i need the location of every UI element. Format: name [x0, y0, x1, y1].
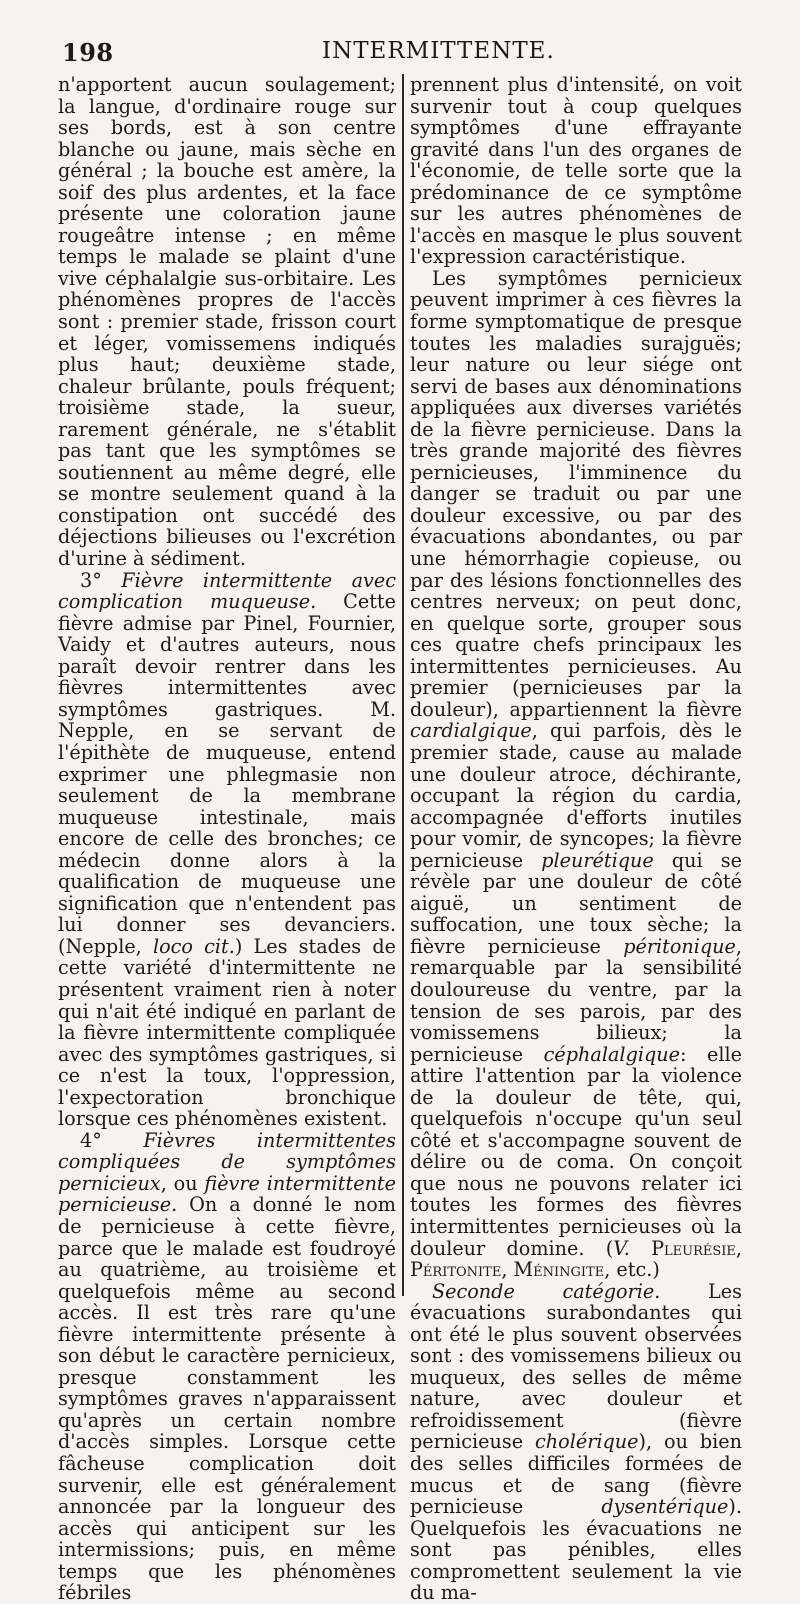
- running-title: INTERMITTENTE.: [322, 38, 555, 64]
- paragraph-text: qui se révèle par une douleur de côté aiguë, un sentiment de suffocation, une toux sèche; la fièvre pernicieuse: [410, 848, 742, 958]
- page-header: [0, 38, 800, 70]
- paragraph-continued: [58, 74, 396, 570]
- title-separator: , ou: [160, 1171, 205, 1195]
- paragraph-text: On a donné le nom de pernicieuse à cette fièvre, parce que le malade est foudroyé au quatrième, au troisième et quelquefois même au second accès. Il est très rare qu'une fièvre intermittente présente à son début le caractère pernicieux, presque constamment les symptômes graves n'apparaissent qu'après un certain nombre d'accès simples. Lorsque cette fâcheuse complication doit survenir, elle est généralement annoncée par la longueur des accès qui anticipent sur les intermissions; puis, en même temps que les phénomènes fébriles: [58, 1193, 396, 1604]
- cross-references: Pleurésie, Péritonite, Méningite: [410, 1236, 742, 1282]
- paragraph-text: : elle attire l'attention par la violence de la douleur de tête, qui, quelquefois n'occupe qu'un seul côté et s'accompagne souvent de délire ou de coma. On conçoit que nous ne pouvons relater ici toutes les formes des fièvres intermittentes pernicieuses où la douleur domine. (: [410, 1042, 742, 1260]
- paragraph-text: Les symptômes pernicieux peuvent imprimer à ces fièvres la forme symptomatique de presque toutes les maladies surajguës; leur nature ou leur siége ont servi de bases aux dénominations appliquées aux diverses variétés de la fièvre pernicieuse. Dans la très grande majorité des fièvres pernicieuses, l'imminence du danger se traduit ou par une douleur excessive, ou par des évacuations abondantes, ou par une hémorrhagie copieuse, ou par des lésions fonctionnelles des centres nerveux; on peut donc, en quelque sorte, grouper sous ces quatre chefs principaux les intermittentes pernicieuses. Au premier (pernicieuses par la douleur), appartiennent la fièvre: [410, 266, 742, 721]
- right-column: [410, 73, 743, 1604]
- paragraph-continued: [410, 74, 742, 268]
- page-number: 198: [62, 38, 114, 67]
- term-cholerique: cholérique: [535, 1430, 639, 1454]
- paragraph-text: ), ou bien des selles difficiles formées de mucus et de sang (fièvre pernicieuse: [410, 1430, 743, 1519]
- paragraph-second-category: [410, 1281, 742, 1604]
- left-column: [58, 73, 397, 1604]
- section-number: 4°: [80, 1128, 144, 1152]
- paragraph-text: Les évacuations surabondantes qui ont été le plus souvent observées sont : des vomissemens bilieux ou muqueux, des selles de même nature, avec douleur et refroidissement (fièvre pernicieuse: [410, 1279, 742, 1454]
- paragraph-pernicious-fever: [58, 1130, 396, 1604]
- section-number: 3°: [80, 568, 122, 592]
- section-title: Fièvres intermittentes compliquées de symptômes pernicieux: [58, 1128, 397, 1195]
- section-title-alt: fièvre intermittente pernicieuse.: [58, 1171, 396, 1217]
- see-reference: V.: [613, 1236, 630, 1260]
- paragraph-text: Cette fièvre admise par Pinel, Fournier, Vaidy et d'autres auteurs, nous paraît devoir rentrer dans les fièvres intermittentes avec symptômes gastriques. M. Nepple, en se servant de l'épithète de muqueuse, entend exprimer une phlegmasie non seulement de la membrane muqueuse intestinale, mais encore de celle des bronches; ce médecin donne alors à la qualification de muqueuse une signification que n'entendent pas lui donner ses devanciers. (Nepple,: [58, 590, 396, 958]
- paragraph-mucous-fever: [58, 570, 396, 1130]
- term-peritonique: péritonique: [623, 934, 736, 958]
- paragraph-text: , etc.): [604, 1258, 660, 1282]
- term-cephalalgique: céphalalgique: [543, 1042, 680, 1066]
- section-title: Seconde catégorie.: [432, 1279, 661, 1303]
- paragraph-text: ). Quelquefois les évacuations ne sont pas pénibles, elles compromettent seulement la vie du ma-: [410, 1495, 742, 1604]
- paragraph-text: , qui parfois, dès le premier stade, cause au malade une douleur atroce, déchirante, occupant la région du cardia, accompagnée d'efforts inutiles pour vomir, de syncopes; la fièvre pernicieuse: [410, 719, 742, 872]
- column-divider: [402, 74, 404, 1296]
- paragraph-text: ) Les stades de cette variété d'intermittente ne présentent vraiment rien à noter qui n'ait été indiqué en parlant de la fièvre intermittente compliquée avec des symptômes gastriques, si ce n'est la toux, l'oppression, l'expectoration bronchique lorsque ces phénomènes existent.: [58, 934, 396, 1131]
- paragraph-text: prennent plus d'intensité, on voit survenir tout à coup quelques symptômes d'une effrayante gravité dans l'un des organes de l'économie, de telle sorte que la prédominance de ce symptôme sur les autres phénomènes de l'accès en masque le plus souvent l'expression caractéristique.: [410, 73, 742, 269]
- term-dysenterique: dysentérique: [601, 1495, 729, 1519]
- term-cardialgique: cardialgique: [410, 719, 532, 743]
- paragraph-text: n'apportent aucun soulagement; la langue, d'ordinaire rouge sur ses bords, est à son centre blanche ou jaune, mais sèche en général ; la bouche est amère, la soif des plus ardentes, et la face présente une coloration jaune rougeâtre intense ; en même temps le malade se plaint d'une vive céphalalgie sus-orbitaire. Les phénomènes propres de l'accès sont : premier stade, frisson court et léger, vomissemens indiqués plus haut; deuxième stade, chaleur brûlante, pouls fréquent; troisième stade, la sueur, rarement générale, ne s'établit pas tant que les symptômes se soutiennent au même degré, elle se montre seulement quand à la constipation ont succédé des déjections bilieuses ou l'excrétion d'urine à sédiment.: [58, 73, 396, 571]
- section-title: Fièvre intermittente avec complication muqueuse.: [58, 568, 396, 614]
- paragraph-pernicious-symptoms: [410, 268, 742, 1281]
- citation: loco cit.: [152, 934, 235, 958]
- term-pleuretique: pleurétique: [541, 848, 654, 872]
- paragraph-text: , remarquable par la sensibilité douloureuse du ventre, par la tension de ses parois, par des vomissemens bilieux; la pernicieuse: [410, 934, 742, 1066]
